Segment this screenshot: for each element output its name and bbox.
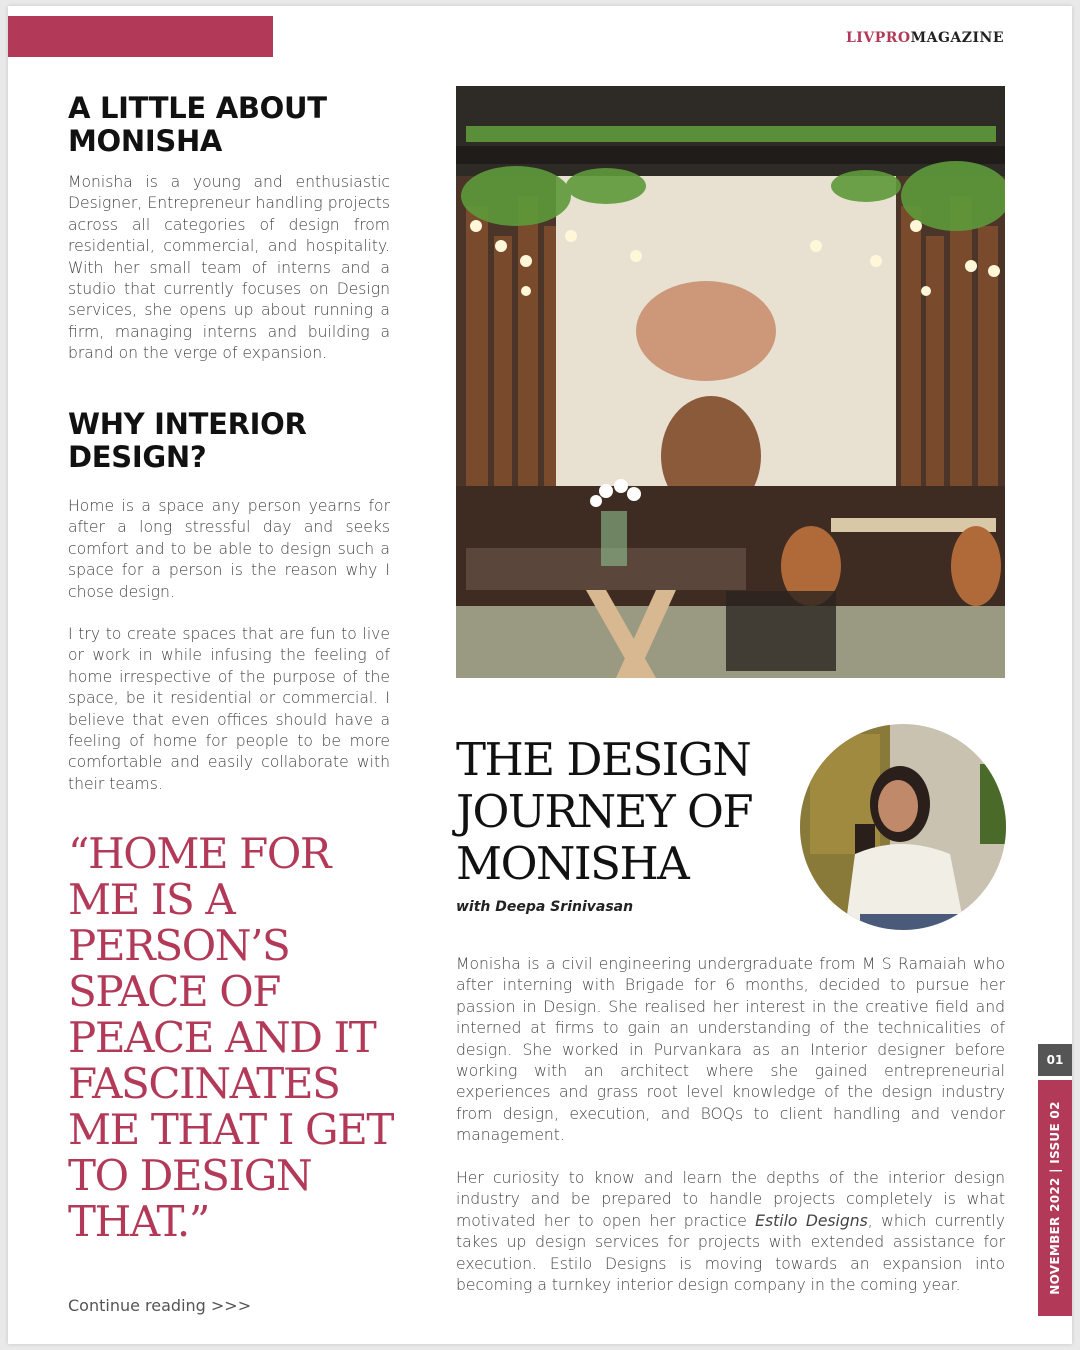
avatar xyxy=(800,724,1006,930)
pull-quote: “HOME FOR ME IS A PERSON’S SPACE OF PEACE AND IT FASCINATES ME THAT I GET TO DESIGN THAT.” xyxy=(68,829,394,1246)
paragraph-about: Monisha is a young and enthusiastic Designer, Entrepreneur handling projects across all categories of design from residential, commercial, and hospitality. With her small team of interns and a studio that currently focuses on Design services, she opens up about running a firm, managing interns and building a brand on the verge of expansion. xyxy=(68,173,390,363)
paragraph-why-2: I try to create spaces that are fun to live or work in while infusing the feeling of home irrespective of the purpose of the space, be it residential or commercial. I believe that even offices should have a feeling of home for people to be more comfortable and easily collaborate with their teams. xyxy=(68,625,390,793)
byline: with Deepa Srinivasan xyxy=(456,899,634,915)
issue-label: NOVEMBER 2022 | ISSUE 02 xyxy=(1048,1101,1062,1295)
interior-photo xyxy=(456,86,1005,678)
masthead xyxy=(846,30,1004,46)
page-number: 01 xyxy=(1038,1044,1072,1076)
article-title: THE DESIGN JOURNEY OF MONISHA xyxy=(456,733,753,890)
heading-about: A LITTLE ABOUT MONISHA xyxy=(68,91,327,158)
accent-bar xyxy=(8,16,273,57)
continue-reading-link[interactable]: Continue reading >>> xyxy=(68,1296,252,1315)
article-paragraph-1: Monisha is a civil engineering undergraduate from M S Ramaiah who after interning with Brigade for 6 months, decided to pursue her passion in Design. She realised her interest in the creative field and interned at firms to gain an understanding of the technicalities of design. She worked in Purvankara as an Interior designer before working with an architect where she gained entrepreneurial experiences and grass root level knowledge of the design industry from design, execution, and BOQs to client handling and vendor management. xyxy=(456,955,1005,1145)
masthead-rest: MAGAZINE xyxy=(910,30,1004,46)
article-paragraph-2-b: , which currently takes up design services for projects with extended assistance for execution. Estilo Designs is moving towards an expansion into becoming a turnkey interior design company in the coming year. xyxy=(456,1211,1005,1295)
studio-name: Estilo Designs xyxy=(755,1211,868,1230)
issue-tab xyxy=(1038,1080,1072,1316)
article-paragraph-2 xyxy=(456,1168,1005,1296)
masthead-accent: LIVPRO xyxy=(845,30,911,46)
paragraph-why-1: Home is a space any person yearns for after a long stressful day and seeks comfort and to be able to design such a space for a person is the reason why I chose design. xyxy=(68,497,390,601)
magazine-page xyxy=(8,6,1072,1344)
article-paragraph-2-a: Her curiosity to know and learn the depths of the interior design industry and be prepared to handle projects completely is what motivated her to open her practice xyxy=(456,1169,1005,1230)
heading-why-interior: WHY INTERIOR DESIGN? xyxy=(68,407,307,474)
